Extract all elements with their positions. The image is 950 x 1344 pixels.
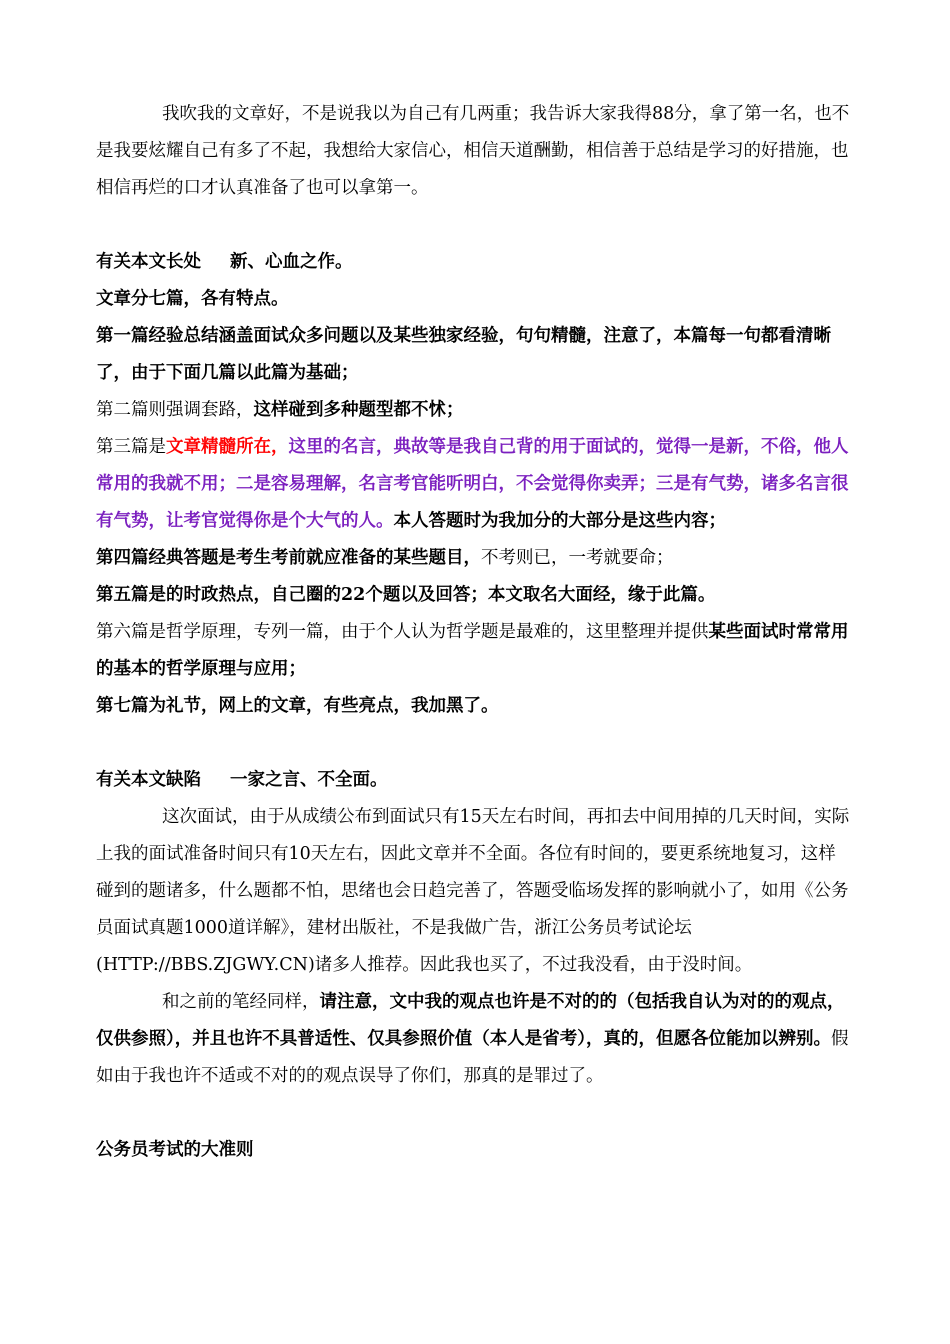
strengths-heading-label: 有关本文长处 <box>96 252 201 272</box>
part-one-paragraph: 第一篇经验总结涵盖面试众多问题以及某些独家经验，句句精髓，注意了，本篇每一句都看清晰了，由于下面几篇以此篇为基础； <box>96 326 831 383</box>
weakness-p2-lead: 和之前的笔经同样， <box>162 992 320 1012</box>
document-page <box>96 96 852 1169</box>
strengths-heading <box>96 244 852 281</box>
part-seven-paragraph: 第七篇为礼节，网上的文章，有些亮点，我加黑了。 <box>96 696 499 716</box>
intro-paragraph: 我吹我的文章好，不是说我以为自己有几两重；我告诉大家我得88分，拿了第一名，也不是我要炫耀自己有多了不起，我想给大家信心，相信天道酬勤，相信善于总结是学习的好措施，也相信再烂的口才认真准备了也可以拿第一。 <box>96 104 850 198</box>
part-two-paragraph <box>96 392 852 429</box>
part-six-paragraph <box>96 614 852 688</box>
weakness-heading-label: 有关本文缺陷 <box>96 770 201 790</box>
part-four-paragraph <box>96 540 852 577</box>
part-three-paragraph <box>96 429 852 540</box>
weakness-heading <box>96 762 852 799</box>
spacer <box>96 1095 852 1132</box>
part-four-normal: 不考则已，一考就要命； <box>481 548 674 568</box>
weakness-heading-value: 一家之言、不全面。 <box>230 770 388 790</box>
strengths-heading-value: 新、心血之作。 <box>230 252 353 272</box>
part-three-purple: 这里的名言，典故等是我自己背的用于面试的，觉得一是新，不俗，他人常用的我就不用；二是容易理解，名言考官能听明白，不会觉得你卖弄；三是有气势，诸多名言很有气势，让考官觉得你是个大气的人。 <box>96 437 849 531</box>
seven-parts-line: 文章分七篇，各有特点。 <box>96 289 289 309</box>
final-heading: 公务员考试的大准则 <box>96 1140 254 1160</box>
weakness-paragraph-1: 这次面试，由于从成绩公布到面试只有15天左右时间，再扣去中间用掉的几天时间，实际上我的面试准备时间只有10天左右，因此文章并不全面。各位有时间的，要更系统地复习，这样碰到的题诸多，什么题都不怕，思绪也会日趋完善了，答题受临场发挥的影响就小了，如用《公务员面试真题1000道详解》，建材出版社，不是我做广告，浙江公务员考试论坛(HTTP://BBS.ZJGWY.CN)诸多人推荐。因此我也买了，不过我没看，由于没时间。 <box>96 807 850 975</box>
weakness-p2-bold: 请注意，文中我的观点也许是不对的的（包括我自认为对的的观点，仅供参照），并且也许不具普适性、仅具参照价值（本人是省考），真的，但愿各位能加以辨别。 <box>96 992 845 1049</box>
part-three-lead: 第三篇是 <box>96 437 166 457</box>
part-five-paragraph: 第五篇是的时政热点，自己圈的22个题以及回答；本文取名大面经，缘于此篇。 <box>96 585 716 605</box>
part-six-normal: 第六篇是哲学原理，专列一篇，由于个人认为哲学题是最难的，这里整理并提供 <box>96 622 709 642</box>
part-three-red: 文章精髓所在， <box>166 437 289 457</box>
part-three-bold: 本人答题时为我加分的大部分是这些内容； <box>393 511 726 531</box>
part-four-bold: 第四篇经典答题是考生考前就应准备的某些题目， <box>96 548 481 568</box>
weakness-p2-tail: 假如由于我也许不适或不对的的观点误导了你们，那真的是罪过了。 <box>96 1029 849 1086</box>
spacer <box>96 207 852 244</box>
part-two-bold: 这样碰到多种题型都不怵； <box>253 400 464 420</box>
part-two-lead: 第二篇则强调套路， <box>96 400 254 420</box>
spacer <box>96 725 852 762</box>
weakness-paragraph-2 <box>96 984 852 1095</box>
part-six-bold: 某些面试时常常用的基本的哲学原理与应用； <box>96 622 849 679</box>
